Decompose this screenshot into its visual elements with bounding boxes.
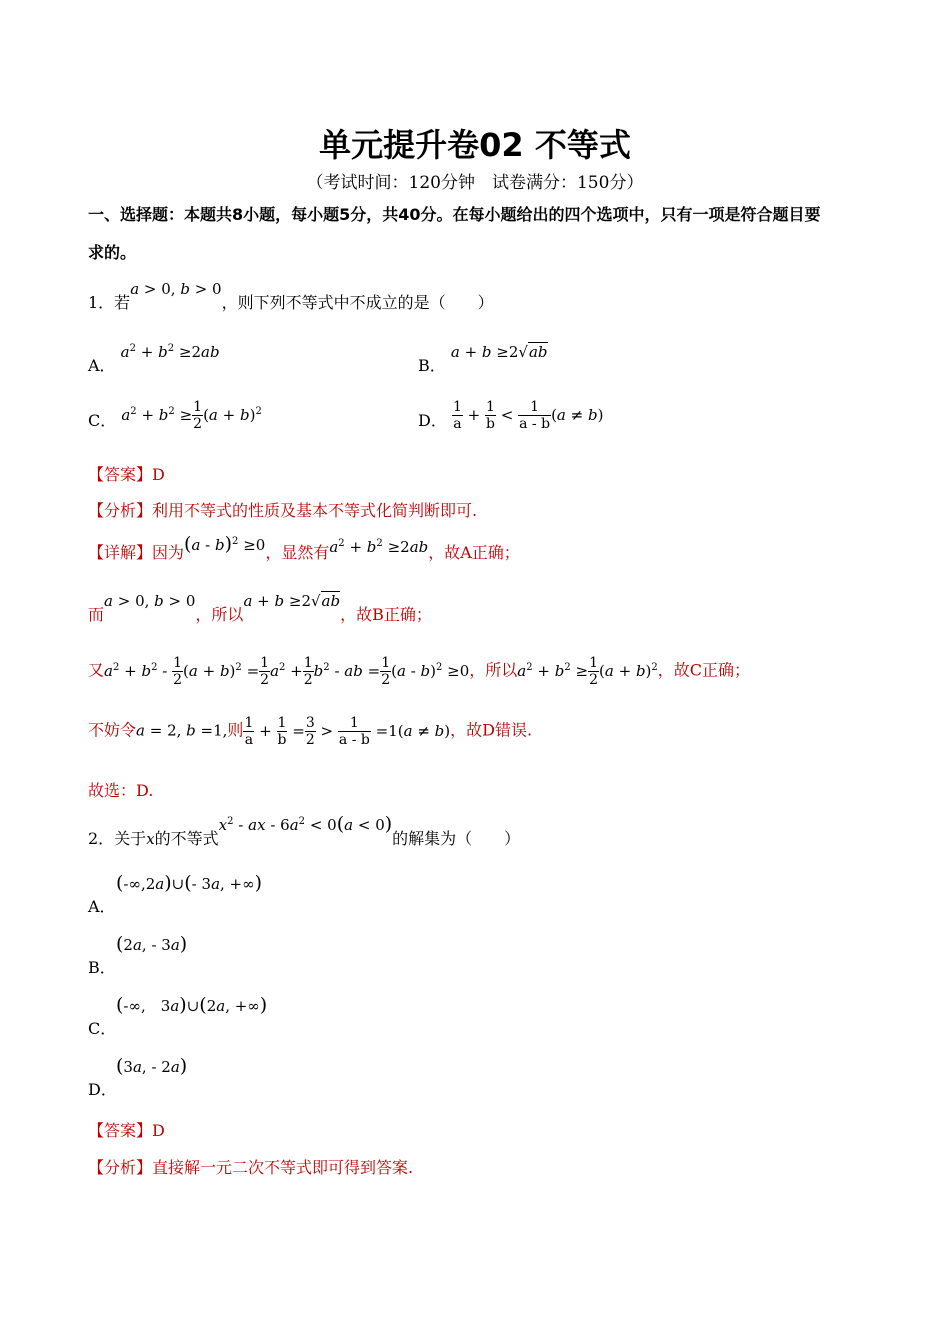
question-1-stem: 1．若a > 0, b > 0，则下列不等式中不成立的是（ ） [88,280,494,312]
page-title: 单元提升卷02 不等式 [319,126,631,164]
math-expression: (2a, - 3a) [116,933,188,955]
q1-answer: 【答案】D [88,465,165,484]
math-expression: a + b ≥2√ab [450,343,548,361]
math-expression: (-∞, 3a)∪(2a, +∞) [116,994,268,1016]
math-expression: $\frac{1}{a}$ + $\frac{1}{b}$ = $\frac{3}{2}$ > $\frac{1}{a - b}$ =1(a ≠ b) [244,715,451,748]
question-2-stem: 2．关于x的不等式$x^2$ - ax - $6a^2 < 0(a < 0)$的解集为（ ） [88,813,521,848]
q2-option-a[interactable]: (-∞,2a)∪(- 3a, +∞) A． [88,872,263,916]
math-expression: $a^2 + b^2$ - $\frac{1}{2}$ $(a + b)^2$ = $\frac{1}{2}$ $a^2$ + $\frac{1}{2}$ $b^2$ - ab = $\frac{1}{2}$ (a - b)$^2$ ≥0 [104,655,470,688]
math-expression: (3a, - 2a) [116,1055,188,1077]
q1-option-a[interactable]: A． $a^2 + b^2 \ge 2ab$ [88,343,220,375]
math-expression: (a - b)$^2$ ≥0 [184,533,266,555]
q2-option-c[interactable]: (-∞, 3a)∪(2a, +∞) C． [88,994,268,1038]
math-expression: $\frac{1}{a}$ + $\frac{1}{b}$ < $\frac{1}{a - b}$ (a ≠ b) [452,399,604,432]
math-expression: $a^2 + b^2 \ge 2ab$ [329,538,429,556]
q1-detail-line2: 而a > 0, b > 0，所以a + b ≥2√ab，故B正确； [88,592,432,624]
math-expression: $a^2 + b^2$ ≥ $\frac{1}{2}$ $(a + b)^2$ [517,655,658,688]
q2-option-b[interactable]: (2a, - 3a) B． [88,933,188,977]
q1-option-c[interactable]: C． $a^2 + b^2$ ≥ $\frac{1}{2}$ $(a + b)^2$ [88,399,262,432]
q1-conclusion: 故选：D. [88,781,154,800]
exam-info: （考试时间：120分钟 试卷满分：150分） [306,173,644,193]
q2-analysis: 【分析】直接解一元二次不等式即可得到答案. [88,1158,414,1177]
q2-answer: 【答案】D [88,1121,165,1140]
math-expression: a = 2, b =1, [136,721,228,740]
q1-option-d[interactable]: D． $\frac{1}{a}$ + $\frac{1}{b}$ < $\frac{1}{a - b}$ (a ≠ b) [418,399,604,432]
q1-detail-line1: 【详解】因为(a - b)$^2$ ≥0，显然有$a^2 + b^2 \ge 2ab$，故A正确； [88,533,520,562]
section-heading-line2: 求的。 [88,243,137,262]
math-expression: a > 0, b > 0 [104,592,196,610]
q2-option-d[interactable]: (3a, - 2a) D． [88,1055,188,1099]
section-heading-line1: 一、选择题：本题共8小题，每小题5分，共40分。在每小题给出的四个选项中，只有一项是符合题目要 [88,205,821,224]
section-heading [88,196,868,272]
math-expression: a + b ≥2√ab [243,592,341,610]
math-expression: a > 0, b > 0 [130,280,222,298]
q1-detail-line3: 又$a^2 + b^2$ - $\frac{1}{2}$ $(a + b)^2$ = $\frac{1}{2}$ $a^2$ + $\frac{1}{2}$ $b^2$ - ab = $\frac{1}{2}$ (a - b)$^2$ ≥0，所以$a^2 + b^2$ ≥ $\frac{1}{2}$ $(a + b)^2$，故C正确； [88,655,751,688]
math-expression: $a^2 + b^2$ ≥ $\frac{1}{2}$ $(a + b)^2$ [121,399,262,432]
math-expression: $x^2$ - ax - $6a^2 < 0(a < 0)$ [218,813,393,835]
q1-analysis: 【分析】利用不等式的性质及基本不等式化简判断即可. [88,501,478,520]
q1-option-b[interactable]: B． a + b ≥2√ab [418,343,548,375]
math-expression: $a^2 + b^2 \ge 2ab$ [120,343,220,361]
math-expression: (-∞,2a)∪(- 3a, +∞) [116,872,263,894]
q1-detail-line4: 不妨令a = 2, b =1,则 $\frac{1}{a}$ + $\frac{1}{b}$ = $\frac{3}{2}$ > $\frac{1}{a - b}$ =1(a ≠ b)，故D错误. [88,715,533,748]
